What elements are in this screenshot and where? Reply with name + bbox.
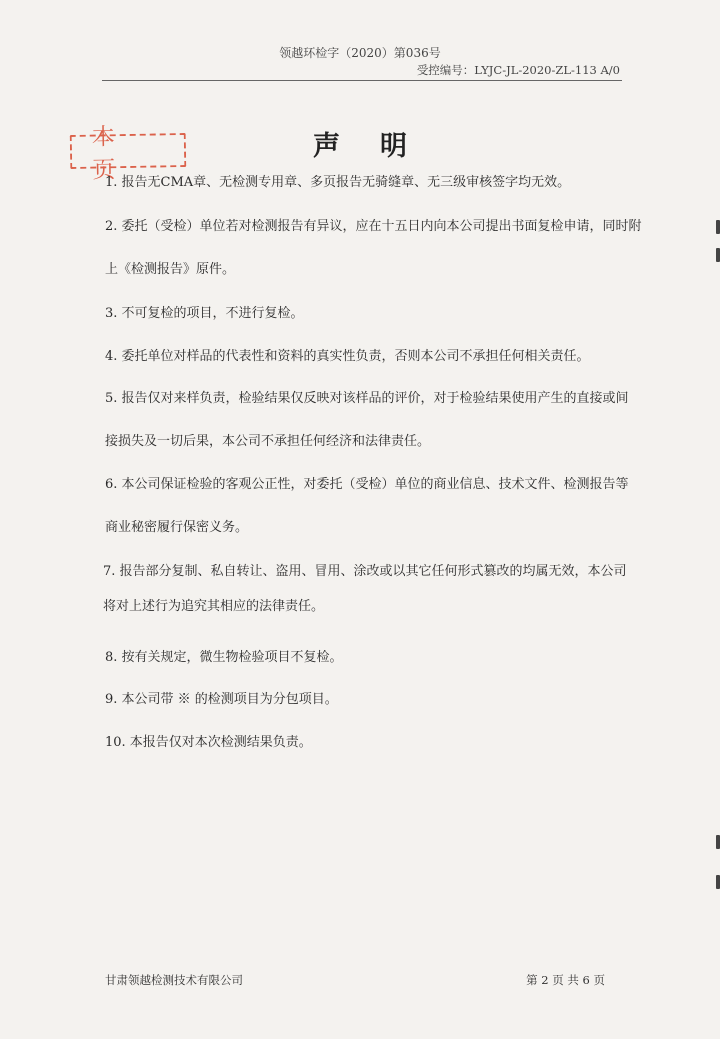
binding-hole-mark <box>716 835 720 849</box>
header-divider <box>102 80 622 81</box>
statement-line: 3. 不可复检的项目，不进行复检。 <box>105 306 304 321</box>
statement-line: 7. 报告部分复制、私自转让、盗用、冒用、涂改或以其它任何形式篡改的均属无效，本公司 <box>103 564 627 579</box>
statement-line: 2. 委托（受检）单位若对检测报告有异议，应在十五日内向本公司提出书面复检申请，同时附 <box>105 219 642 234</box>
page-stamp: 本页 <box>70 133 187 169</box>
statement-item-4 <box>105 346 590 368</box>
footer-page-number: 第 2 页 共 6 页 <box>526 973 605 987</box>
statement-line: 上《检测报告》原件。 <box>105 262 236 277</box>
statement-item-6 <box>105 474 629 539</box>
binding-hole-mark <box>716 248 720 262</box>
statement-item-5 <box>105 388 629 453</box>
statement-item-1 <box>105 172 570 194</box>
footer-company: 甘肃领越检测技术有限公司 <box>105 973 243 987</box>
statement-item-8 <box>105 647 343 669</box>
statement-line: 5. 报告仅对来样负责，检验结果仅反映对该样品的评价，对于检验结果使用产生的直接或间 <box>105 391 629 406</box>
report-number: 领越环检字（2020）第036号 <box>279 46 441 60</box>
statement-line: 接损失及一切后果，本公司不承担任何经济和法律责任。 <box>105 434 431 449</box>
statement-line: 8. 按有关规定，微生物检验项目不复检。 <box>105 650 343 665</box>
statement-line: 商业秘密履行保密义务。 <box>105 520 249 535</box>
statement-item-3 <box>105 303 304 325</box>
control-number: 受控编号：LYJC-JL-2020-ZL-113 A/0 <box>416 63 620 77</box>
statement-line: 4. 委托单位对样品的代表性和资料的真实性负责，否则本公司不承担任何相关责任。 <box>105 349 590 364</box>
statement-line: 6. 本公司保证检验的客观公正性，对委托（受检）单位的商业信息、技术文件、检测报告等 <box>105 477 629 492</box>
statement-item-9 <box>105 689 338 711</box>
binding-hole-mark <box>716 875 720 889</box>
statement-item-2 <box>105 216 642 281</box>
statement-line: 10. 本报告仅对本次检测结果负责。 <box>105 735 312 750</box>
statement-line: 9. 本公司带 ※ 的检测项目为分包项目。 <box>105 692 338 707</box>
statement-line: 1. 报告无CMA章、无检测专用章、多页报告无骑缝章、无三级审核签字均无效。 <box>105 175 571 190</box>
statement-item-10 <box>105 732 312 754</box>
page-title: 声明 <box>313 131 447 162</box>
statement-item-7 <box>103 561 627 618</box>
binding-hole-mark <box>716 220 720 234</box>
statement-line: 将对上述行为追究其相应的法律责任。 <box>103 599 325 614</box>
